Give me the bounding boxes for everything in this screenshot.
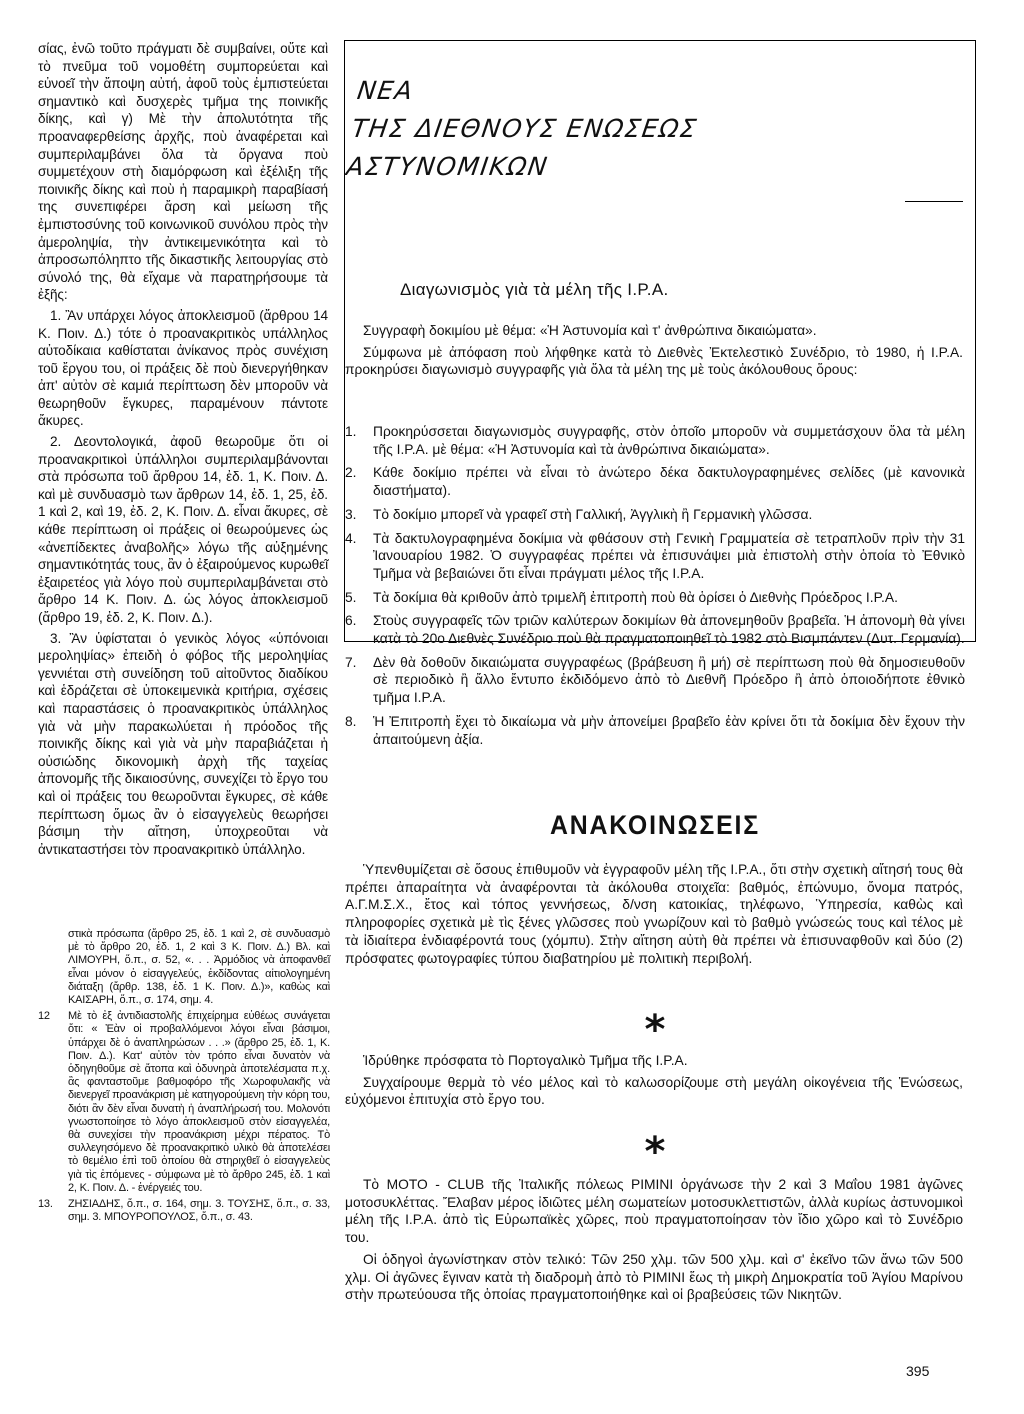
box-title-line: ΝΕΑ [355, 76, 416, 105]
page-number: 395 [906, 1363, 930, 1379]
footnotes [38, 928, 330, 1227]
rule-item [345, 654, 965, 707]
announcement-3 [345, 1176, 963, 1308]
box-title-line: ΤΗΣ ΔΙΕΘΝΟΥΣ ΕΝΩΣΕΩΣ [350, 114, 700, 143]
announcement-paragraph: Ἱδρύθηκε πρόσφατα τὸ Πορτογαλικὸ Τμῆμα τῆς Ι.Ρ.Α. [363, 1053, 688, 1068]
body-paragraph: σίας, ἐνῶ τοῦτο πράγματι δὲ συμβαίνει, οὔτε καὶ τὸ πνεῦμα τοῦ νομοθέτη συμπορεύεται καὶ εὐνοεῖ τὴν ἄποψη αὐτή, ἀφοῦ τοὺς ἐμπιστεύεται σημαντικὸ καὶ δυσχερὲς τμῆμα της ποινικῆς δίκης, καὶ γ) Μὲ τὴν ἀπολυτότητα τῆς προαναφερθείσης ἀρχῆς, ποὺ ἀναφέρεται καὶ συμπεριλαμβάνει ὅλα τὰ ὄργανα ποὺ συμμετέχουν στὴ διαμόρφωση καὶ ἐξέλιξη τῆς ποινικῆς δίκης καὶ ποὺ ἡ παραμικρὴ παραβίασή της συνεπιφέρει ἄρση καὶ μείωση τῆς ἐμπιστοσύνης τοῦ κοινωνικοῦ συνόλου πρὸς τὴν ἀμεροληψία, τὴν ἀντικειμενικότητα καὶ τὸ ἀπροσωπόληπτο τῆς δικαστικῆς λειτουργίας στὸ σύνολό της, θὰ εἴχαμε νὰ παρατηρήσουμε τὰ ἐξῆς: [38, 41, 328, 303]
footnote [38, 1198, 330, 1224]
announcements-title: ΑΝΑΚΟΙΝΩΣΕΙΣ [549, 810, 761, 840]
announcement-paragraph: Οἱ ὁδηγοὶ ἀγωνίστηκαν στὸν τελικό: Τῶν 250 χλμ. τῶν 500 χλμ. καὶ σ' ἐκεῖνο τῶν ἄνω τῶν 500 χλμ. Οἱ ἀγῶνες ἔγιναν κατὰ τὴ διαδρομὴ ἀπὸ τὸ ΡΙΜΙΝΙ ἕως τὴ μικρὴ Δημοκρατία τοῦ Ἁγίου Μαρίνου στὴν πρωτεύουσα τῆς ὁποίας πραγματοποιήθηκε καὶ οἱ βραβεύσεις τῶν Νικητῶν. [345, 1251, 963, 1303]
announcement-1 [345, 861, 963, 971]
announcement-paragraph: Συγχαίρουμε θερμὰ τὸ νέο μέλος καὶ τὸ καλωσορίζουμε στὴ μεγάλη οἰκογένεια τῆς Ἑνώσεως, εὐχόμενοι ἐπιτυχία στὸ ἔργο του. [345, 1074, 963, 1108]
footnote-number: 12 [38, 1010, 50, 1023]
box-title-line: ΑΣΤΥΝΟΜΙΚΩΝ [344, 152, 551, 181]
box-title [344, 72, 705, 186]
footnote-number: 13. [38, 1198, 53, 1211]
announcement-2 [345, 1052, 963, 1113]
rule-number: 6. [345, 613, 357, 629]
footnote-text: Μὲ τὸ ἐξ ἀντιδιαστολῆς ἐπιχείρημα εὐθέως συνάγεται ὅτι: « Ἐὰν οἱ προβαλλόμενοι λόγοι εἶναι βάσιμοι, ὑπάρχει δὲ ὁ ἀναπληρώσων . . .» (ἄρθρο 25, ἐδ. 1, Κ. Ποιν. Δ.). Κατ' αὐτὸν τὸν τρόπο εἶναι δυνατὸν νὰ ὁδηγηθοῦμε σὲ ἄτοπα καὶ ὀδυνηρὰ ἀποτελέσματα π.χ. ἂς φανταστοῦμε βαθμοφόρο τῆς Χωροφυλακῆς νὰ διενεργεῖ προανάκριση μὲ κατηγορούμενη τὴν κόρη του, διότι ἂν δὲν εἶναι δυνατὴ ἡ ἀναπλήρωσή του. Μολονότι γνωστοποίησε τὸ λόγο ἀποκλεισμοῦ στὸν εἰσαγγελέα, θὰ συνεχίσει τὴν προανάκριση μέχρι πέρατος. Τὸ συλλεγησόμενο δὲ προανακριτικὸ υλικὸ θὰ ἀποτελέσει τὸ θεμέλιο ἐπὶ τοῦ ὁποίου θὰ στηριχθεῖ ὁ εἰσαγγελεὺς γιὰ τὶς ἐπόμενες - σύμφωνα μὲ τὸ ἄρθρο 245, ἐδ. 1 καὶ 2, Κ. Ποιν. Δ. - ἐνέργειές του. [68, 1010, 330, 1194]
rule-text: Τὰ δακτυλογραφημένα δοκίμια νὰ φθάσουν στὴ Γενικὴ Γραμματεία σὲ τετραπλοῦν πρὶν τὴν 31 Ἰανουαρίου 1982. Ὁ συγγραφέας πρέπει νὰ ἐπισυνάψει μιὰ ἐπιστολὴ στὴν ὁποία τὸ Ἐθνικὸ Τμῆμα νὰ βεβαιώνει ὅτι εἶναι πράγματι μέλος τῆς Ι.Ρ.Α. [373, 530, 965, 581]
rule-number: 1. [345, 424, 357, 439]
rule-text: Δὲν θὰ δοθοῦν δικαιώματα συγγραφέως (βράβευση ἢ μή) σὲ περίπτωση ποὺ θὰ δημοσιευθοῦν σὲ περιοδικὸ ἢ ἄλλο ἔντυπο ἐκδιδόμενο ἀπὸ τὸ Διεθνῆ Πρόεδρο ἢ ἀπὸ ὁποιοδήποτε ἐθνικὸ τμῆμα Ι.Ρ.Α. [373, 654, 965, 706]
rule-number: 3. [345, 506, 357, 522]
rule-item [345, 423, 965, 458]
rule-number: 2. [345, 465, 357, 481]
rule-number: 8. [345, 713, 357, 729]
contest-heading: Διαγωνισμὸς γιὰ τὰ μέλη τῆς Ι.Ρ.Α. [400, 280, 669, 299]
intro-paragraph: Συγγραφὴ δοκιμίου μὲ θέμα: «Ἡ Ἀστυνομία καὶ τ' ἀνθρώπινα δικαιώματα». [363, 323, 817, 338]
rule-item [345, 713, 965, 748]
footnote-text: στικὰ πρόσωπα (ἄρθρο 25, ἐδ. 1 καὶ 2, σὲ συνδυασμὸ μὲ τὸ ἄρθρο 20, ἐδ. 1, 2 καὶ 3 Κ. Ποιν. Δ.) Βλ. καὶ ΛΙΜΟΥΡΗ, ὅ.π., σ. 52, «. . . Ἀρμόδιος νὰ ἀποφανθεῖ εἶναι μόνον ὁ εἰσαγγελεύς, ἐκδίδοντας αἰτιολογημένη διάταξη (ἄρθρ. 138, ἐδ. 1 Κ. Ποιν. Δ.)», καθὼς καὶ ΚΑΙΣΑΡΗ, ὅ.π., σ. 174, σημ. 4. [68, 928, 330, 1007]
body-paragraph: 2. Δεοντολογικά, ἀφοῦ θεωροῦμε ὅτι οἱ προανακριτικοὶ ὑπάλληλοι συμπεριλαμβάνονται στὰ πρόσωπα τοῦ ἄρθρου 14, ἐδ. 1, Κ. Ποιν. Δ. καὶ μὲ συνδυασμὸ των ἄρθρων 14, ἐδ. 1, 25, ἐδ. 1 καὶ 2, καὶ 19, ἐδ. 2, Κ. Ποιν. Δ. εἶναι ἄκυρες, σὲ κάθε περίπτωση οἱ πράξεις οἱ θεωρούμενες ὡς «ἀνεπίδεκτες ἀναβολῆς» λόγω τῆς αὐξημένης σημαντικότητάς τους, ἂν ὁ ἐξαιρούμενος κυρωθεῖ ἐξαιρετέος γιὰ λόγο ποὺ συμπεριλαμβάνεται στὸ ἄρθρο 14 Κ. Ποιν. Δ. ὡς λόγος ἀποκλεισμοῦ (ἄρθρο 19, ἐδ. 2, Κ. Ποιν. Δ.). [38, 434, 328, 625]
rule-number: 7. [345, 654, 357, 670]
rule-text: Τὰ δοκίμια θὰ κριθοῦν ἀπὸ τριμελῆ ἐπιτροπὴ ποὺ θὰ ὁρίσει ὁ Διεθνὴς Πρόεδρος Ι.Ρ.Α. [373, 589, 898, 605]
contest-rules [345, 423, 965, 754]
rule-number: 4. [345, 530, 357, 546]
asterisk-separator: * [644, 1007, 666, 1053]
rule-text: Τὸ δοκίμιο μπορεῖ νὰ γραφεῖ στὴ Γαλλική, Ἀγγλικὴ ἢ Γερμανικὴ γλῶσσα. [373, 506, 813, 522]
rule-text: Ἡ Ἐπιτροπὴ ἔχει τὸ δικαίωμα νὰ μὴν ἀπονείμει βραβεῖο ἐὰν κρίνει ὅτι τὰ δοκίμια δὲν ἔχουν τὴν ἀπαιτούμενη ἀξία. [373, 713, 965, 747]
body-paragraph: 1. Ἂν υπάρχει λόγος ἀποκλεισμοῦ (ἄρθρου 14 Κ. Ποιν. Δ.) τότε ὁ προανακριτικὸς υπάλληλος αὐτοδίκαια καθίσταται ἀνίκανος πρὸς συνέχιση τοῦ ἔργου του, οἱ πράξεις δὲ ποὺ διενεργήθηκαν ἀπ' αὐτὸν σὲ καμιά περίπτωση δὲν μποροῦν νὰ θεωρηθοῦν ἔγκυρες, παραμένουν πάντοτε ἄκυρες. [38, 307, 328, 429]
body-paragraph: 3. Ἂν ὑφίσταται ὁ γενικὸς λόγος «ὑπόνοιαι μεροληψίας» ἐπειδὴ ὁ φόβος τῆς μεροληψίας γεννιέται στὴ συνείδηση τοῦ αἰτοῦντος διαδίκου καὶ ἑδράζεται σὲ ὑποκειμενικὰ κριτήρια, σχέσεις καὶ παραστάσεις ὁ προανακριτικὸς ὑπάλληλος γιὰ νὰ μὴν παρακωλύεται ἡ πρόοδος τῆς ποινικῆς δίκης καὶ γιὰ νὰ μὴν παραβιάζεται ἡ οὐσιώδης δικονομικὴ ἀρχὴ τῆς ταχείας ἀπονομῆς τῆς δικαιοσύνης, συνεχίζει τὸ ἔργο του καὶ οἱ πράξεις του θεωροῦνται ἔγκυρες, σὲ κάθε περίπτωση ὅμως ἂν ὁ εἰσαγγελεὺς θεωρήσει βάσιμη τὴν αἴτηση, ὑποχρεοῦται νὰ ἀντικαταστήσει τὸν προανακριτικὸ ὑπάλληλο. [38, 630, 328, 857]
footnote [38, 928, 330, 1007]
intro-paragraph: Σύμφωνα μὲ ἀπόφαση ποὺ λήφθηκε κατὰ τὸ Διεθνὲς Ἐκτελεστικὸ Συνέδριο, τὸ 1980, ἡ Ι.Ρ.Α. προκηρύσει διαγωνισμὸ συγγραφῆς γιὰ ὅλα τὰ μέλη της μὲ τοὺς ἀκόλουθους ὅρους: [345, 344, 963, 378]
rule-text: Κάθε δοκίμιο πρέπει νὰ εἶναι τὸ ἀνώτερο δέκα δακτυλογραφημένες σελίδες (μὲ κανονικὰ διαστήματα). [373, 465, 965, 499]
rule-item [345, 506, 965, 524]
rule-item [345, 464, 965, 499]
footnote [38, 1010, 330, 1195]
announcement-paragraph: Ὑπενθυμίζεται σὲ ὅσους ἐπιθυμοῦν νὰ ἐγγραφοῦν μέλη τῆς Ι.Ρ.Α., ὅτι στὴν σχετικὴ αἴτησή τους θὰ πρέπει ἀπαραίτητα νὰ ἀναφέρονται τὰ ἀκόλουθα στοιχεῖα: βαθμός, ἐπώνυμο, ὄνομα πατρός, Α.Γ.Μ.Σ.Χ., ἔτος καὶ τόπος γεννήσεως, δ/νση κατοικίας, τηλέφωνο, Ὑπηρεσία, καθὼς καὶ πληροφορίες σχετικὰ μὲ τὶς ξένες γλῶσσες ποὺ γνωρίζουν καὶ τὸ βαθμὸ γνώσεώς τους καὶ τέλος μὲ τὰ ἰδιαίτερα ἐνδιαφέροντά τους (χόμπυ). Στὴν αἴτηση αὐτὴ θὰ πρέπει νὰ ἐπισυναφθοῦν καὶ δύο (2) πρόσφατες φωτογραφίες τύπου διαβατηρίου μὲ πολιτικὴ περιβολή. [345, 862, 963, 966]
contest-intro [345, 322, 963, 383]
rule-item [345, 612, 965, 647]
left-column [38, 40, 328, 861]
announcement-paragraph: Τὸ ΜΟΤΟ - CLUB τῆς Ἰταλικῆς πόλεως ΡΙΜΙΝΙ ὀργάνωσε τὴν 2 καὶ 3 Μαΐου 1981 ἀγῶνες μοτοσυκλέττας. Ἔλαβαν μέρος ἰδιῶτες μέλη σωματείων μοτοσυκλεττιστῶν, ἀλλὰ κυρίως ἀστυνομικοὶ μέλη τῆς Ι.Ρ.Α. ἀπὸ τὶς Εὐρωπαϊκὲς χῶρες, ποὺ πραγματοποίησαν τὸν ἴδιο χῶρο καὶ τὸ Συνέδριο του. [345, 1177, 963, 1246]
rule-number: 5. [345, 589, 357, 605]
rule-item [345, 589, 965, 607]
asterisk-separator: * [644, 1129, 666, 1175]
footnote-text: ΖΗΣΙΑΔΗΣ, ὅ.π., σ. 164, σημ. 3. ΤΟΥΣΗΣ, ὅ.π., σ. 33, σημ. 3. ΜΠΟΥΡΟΠΟΥΛΟΣ, ὅ.π., σ. 43. [68, 1198, 330, 1224]
rule-text: Προκηρύσσεται διαγωνισμὸς συγγραφῆς, στὸν ὁποῖο μποροῦν νὰ συμμετάσχουν ὅλα τὰ μέλη τῆς Ι.Ρ.Α. μὲ θέμα: «Ἡ Ἀστυνομία καὶ τὰ ἀνθρώπινα δικαιώματα». [373, 424, 965, 457]
decorative-rule [905, 201, 963, 202]
rule-item [345, 530, 965, 583]
rule-text: Στοὺς συγγραφεῖς τῶν τριῶν καλύτερων δοκιμίων θὰ ἀπονεμηθοῦν βραβεῖα. Ἡ ἀπονομὴ θὰ γίνει κατὰ τὸ 20ο Διεθνὲς Συνέδριο ποὺ θὰ πραγματοποιηθεῖ τὸ 1982 στὸ Βισμπάντεν (Δυτ. Γερμανία). [373, 613, 965, 647]
